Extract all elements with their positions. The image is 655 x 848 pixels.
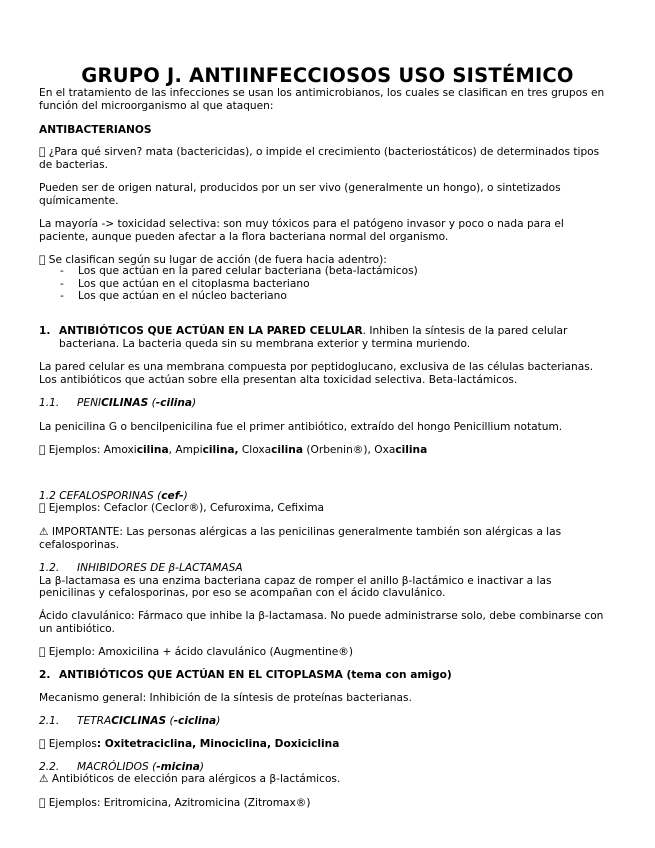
dash-bullet: -: [60, 265, 64, 277]
sub-title-part: (: [148, 397, 156, 409]
toxicidad-line-2: paciente, aunque pueden afectar a la flora bacteriana normal del organismo.: [39, 231, 449, 243]
tetraciclinas-subheading: [39, 715, 619, 728]
ex-bold: : Oxitetraciclina, Minociclina, Doxiciclina: [87, 738, 330, 750]
sub-title-part: TETRA: [77, 715, 112, 727]
para-sirven-line-1: ¿Para qué sirven? mata (bactericidas), o impide el crecimiento (bacteriostáticos) de determinados tipos: [39, 146, 590, 158]
sec1-heading: [39, 325, 619, 338]
sub-title-part: PENI: [77, 397, 102, 409]
inhibidores-subheading: [39, 562, 619, 575]
pared-line-2: Los antibióticos que actúan sobre ella presentan alta toxicidad selectiva. Beta-lactámicos.: [39, 374, 518, 386]
sec1-heading-bold: ANTIBIÓTICOS QUE ACTÚAN EN LA PARED CELULAR: [59, 325, 363, 337]
macrolidos-eleccion: ⚠ Antibióticos de elección para alérgicos a β-lactámicos.: [39, 773, 341, 785]
intro-line-2: función del microorganismo al que ataquen:: [39, 100, 274, 112]
ex-bold: cilina: [127, 444, 159, 456]
augmentine-example: Ejemplo: Amoxicilina + ácido clavulánico (Augmentine®): [39, 646, 344, 658]
sub-number: 2.2.: [39, 761, 60, 773]
macrolidos-examples: Ejemplos: Eritromicina, Azitromicina (Zitromax®): [39, 797, 301, 809]
sec1-heading-rest: . Inhiben la síntesis de la pared celular: [362, 325, 568, 337]
ex-part: Ejemplos: Amoxi: [39, 444, 128, 456]
sec1-line-2: bacteriana. La bacteria queda sin su membrana exterior y termina muriendo.: [59, 338, 471, 350]
toxicidad-line-1: La mayoría -> toxicidad selectiva: son muy tóxicos para el patógeno invasor y poco o nada para el: [39, 218, 564, 230]
sec2-number: 2.: [39, 669, 51, 681]
antibacterianos-heading: ANTIBACTERIANOS: [39, 124, 152, 136]
dash-bullet: -: [60, 290, 64, 302]
ex-bold: cilina: [385, 444, 418, 456]
ex-bold: cilina,: [192, 444, 229, 456]
lugar-text: Los que actúan en el citoplasma bacteriano: [78, 278, 310, 290]
sub-title-part: INHIBIDORES DE β-LACTAMASA: [77, 562, 243, 574]
lactamasa-line-1: La β-lactamasa es una enzima bacteriana capaz de romper el anillo β-lactámico e inactivar a las: [39, 575, 552, 587]
sub-title-part: ): [183, 490, 188, 502]
penicilina-g-line: La penicilina G o bencilpenicilina fue el primer antibiótico, extraído del hongo Penicillium notatum.: [39, 421, 563, 433]
ex-part: Cloxa: [228, 444, 262, 456]
document-title: GRUPO J. ANTIINFECCIOSOS USO SISTÉMICO: [81, 64, 574, 87]
sub-title-part: ): [199, 761, 205, 773]
mecanismo-line: Mecanismo general: Inhibición de la síntesis de proteínas bacterianas.: [39, 692, 412, 704]
sub-title-suffix: cef-: [161, 490, 184, 502]
sec1-number: 1.: [39, 325, 51, 337]
para-sirven-line-2: de bacterias.: [39, 159, 108, 171]
origen-line-1: Pueden ser de origen natural, producidos por un ser vivo (generalmente un hongo), o sintetizados: [39, 182, 561, 194]
clasifican-line: Se clasifican según su lugar de acción (de fuera hacia adentro):: [39, 254, 378, 266]
cefalosporinas-examples: Ejemplos: Cefaclor (Ceclor®), Cefuroxima, Cefixima: [39, 502, 315, 514]
sec2-heading-text: ANTIBIÓTICOS QUE ACTÚAN EN EL CITOPLASMA (tema con amigo): [59, 669, 452, 681]
sub-title-suffix: -ciclina: [173, 715, 217, 727]
ex-part: (Orbenin®), Oxa: [293, 444, 386, 456]
sec2-heading: [39, 669, 619, 682]
sub-title-part: (: [166, 715, 174, 727]
ex-bold: cilina: [261, 444, 294, 456]
sub-number: 1.2.: [39, 562, 60, 574]
tetraciclinas-examples: [39, 738, 619, 751]
importante-line-1: ⚠ IMPORTANTE: Las personas alérgicas a las penicilinas generalmente también son alérgicas a las: [39, 526, 562, 538]
sub-number: 2.1.: [39, 715, 60, 727]
penicilinas-subheading: [39, 397, 619, 410]
lugar-text: Los que actúan en el núcleo bacteriano: [78, 290, 287, 302]
sub-title-part: ): [192, 397, 197, 409]
ex-part: Ejemplos: [39, 738, 88, 750]
clavulanico-line-1: Ácido clavulánico: Fármaco que inhibe la β-lactamasa. No puede administrarse solo, debe combinarse con: [39, 610, 604, 622]
origen-line-2: químicamente.: [39, 195, 119, 207]
ex-part: , Ampi: [158, 444, 193, 456]
sub-title-part: 1.2 CEFALOSPORINAS (: [39, 490, 162, 502]
lugar-text: Los que actúan en la pared celular bacteriana (beta-lactámicos): [78, 265, 418, 277]
sub-title-part: MACRÓLIDOS (: [77, 761, 157, 773]
intro-line-1: En el tratamiento de las infecciones se usan los antimicrobianos, los cuales se clasifican en tres grupos en: [39, 87, 605, 99]
penicilinas-examples: [39, 444, 619, 457]
sub-number: 1.1.: [39, 397, 60, 409]
pared-line-1: La pared celular es una membrana compuesta por peptidoglucano, exclusiva de las células bacterianas.: [39, 361, 594, 373]
clavulanico-line-2: un antibiótico.: [39, 623, 115, 635]
sub-title-suffix: -micina: [156, 761, 200, 773]
lactamasa-line-2: penicilinas y cefalosporinas, por eso se acompañan con el ácido clavulánico.: [39, 587, 446, 599]
sub-title-suffix: -cilina: [155, 397, 193, 409]
importante-line-2: cefalosporinas.: [39, 539, 120, 551]
sub-title-bold: CILINAS: [101, 397, 149, 409]
sub-title-part: ): [216, 715, 221, 727]
lugar-item-3: [60, 290, 287, 303]
lugar-item-1: [60, 265, 418, 278]
sub-title-bold: CICLINAS: [111, 715, 167, 727]
dash-bullet: -: [60, 278, 64, 290]
